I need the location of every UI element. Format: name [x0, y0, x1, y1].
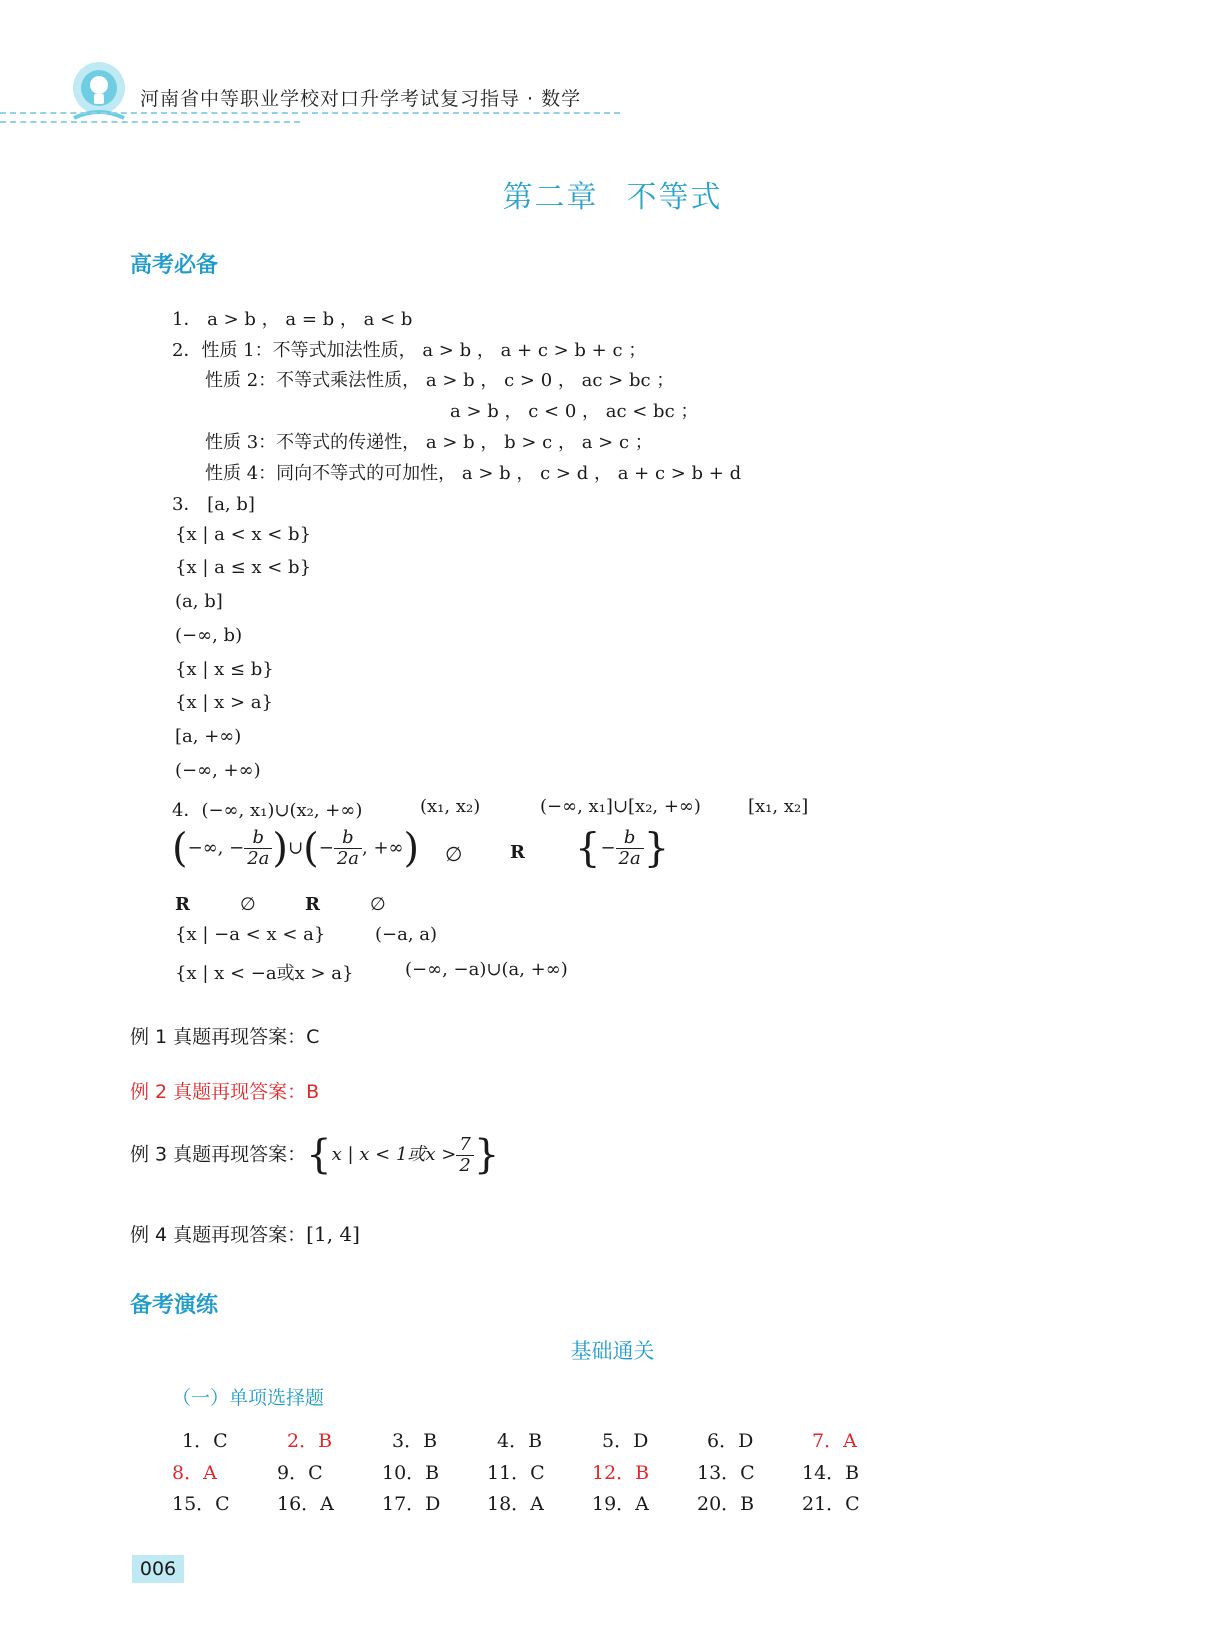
page-number: 006 — [132, 1555, 184, 1583]
answer-item: 21．C — [802, 1493, 860, 1515]
answer-item: 14．B — [802, 1462, 860, 1484]
answer-item: 6．D — [707, 1430, 754, 1452]
answer-item: 9．C — [277, 1462, 323, 1484]
item-4-c: (−∞, x₁]∪[x₂, +∞) — [540, 796, 701, 817]
answer-item: 18．A — [487, 1493, 544, 1515]
chapter-number: 第二章 — [502, 180, 599, 215]
frac-interval-union: (−∞, − $\frac{b}{2a}$ )∪(− $\frac{b}{2a}$ , +∞) — [172, 825, 420, 872]
subsection-basic: 基础通关 — [570, 1339, 655, 1363]
example-1-answer: 例 1 真题再现答案：C — [130, 1026, 320, 1048]
answer-item: 12．B — [592, 1462, 650, 1484]
header-title: 河南省中等职业学校对口升学考试复习指导 · 数学 — [140, 88, 582, 110]
lightbulb-logo-icon — [66, 58, 132, 124]
answer-item: 1．C — [182, 1430, 228, 1452]
property-2-case-2: a > b ， c < 0 ， ac < bc ； — [450, 401, 699, 422]
empty-set: ∅ — [240, 894, 256, 915]
example-3-answer: 例 3 真题再现答案：{x | x < 1或x > $\frac{7}{2}$ } — [130, 1132, 500, 1179]
abs-set: {x | −a < x < a} — [175, 924, 326, 945]
answer-item: 5．D — [602, 1430, 649, 1452]
chapter-title — [0, 172, 1225, 216]
answer-item: 11．C — [487, 1462, 545, 1484]
abs-interval: (−∞, −a)∪(a, +∞) — [405, 959, 568, 980]
single-choice-heading: （一）单项选择题 — [172, 1387, 325, 1409]
item-3: 3． [a, b] — [172, 494, 255, 515]
answer-item: 10．B — [382, 1462, 440, 1484]
abs-set: {x | x < −a或x > a} — [175, 963, 354, 984]
answer-item: 13．C — [697, 1462, 755, 1484]
interval-line: (−∞, +∞) — [175, 760, 261, 781]
answer-item: 17．D — [382, 1493, 441, 1515]
answer-row — [182, 1426, 917, 1453]
answer-item: 15．C — [172, 1493, 230, 1515]
header-divider-short — [0, 121, 300, 123]
item-4-d: [x₁, x₂] — [748, 796, 809, 817]
empty-set: ∅ — [370, 894, 386, 915]
property-4: 性质 4：同向不等式的可加性， a > b ， c > d ， a + c > b + d — [205, 463, 742, 484]
answer-row — [172, 1458, 907, 1485]
set-line: {x | a < x < b} — [175, 524, 312, 545]
real-set: R — [305, 894, 320, 915]
section-beikao-yanlian: 备考演练 — [130, 1293, 219, 1318]
interval-line: (a, b] — [175, 591, 223, 612]
header-divider — [0, 112, 620, 114]
abs-interval: (−a, a) — [375, 924, 438, 945]
answer-item: 8．A — [172, 1462, 217, 1484]
empty-set: ∅ — [445, 842, 463, 866]
answer-item: 20．B — [697, 1493, 755, 1515]
item-2-property-1: 2．性质 1：不等式加法性质， a > b ， a + c > b + c ； — [172, 340, 647, 361]
set-line: {x | x ≤ b} — [175, 659, 274, 680]
real-set: R — [175, 894, 190, 915]
item-4-b: (x₁, x₂) — [420, 796, 481, 817]
answer-item: 4．B — [497, 1430, 543, 1452]
answer-item: 16．A — [277, 1493, 334, 1515]
interval-line: [a, +∞) — [175, 726, 242, 747]
answer-row — [172, 1489, 907, 1516]
section-gaokao-bibei: 高考必备 — [130, 253, 219, 278]
real-set: R — [510, 842, 525, 863]
item-1: 1． a > b ， a = b ， a < b — [172, 309, 413, 330]
answer-item: 19．A — [592, 1493, 649, 1515]
example-4-answer: 例 4 真题再现答案：[1, 4] — [130, 1222, 360, 1246]
answer-item: 2．B — [287, 1430, 333, 1452]
property-3: 性质 3：不等式的传递性， a > b ， b > c ， a > c ； — [205, 432, 653, 453]
answer-item: 7．A — [812, 1430, 857, 1452]
set-line: {x | x > a} — [175, 692, 273, 713]
chapter-name: 不等式 — [626, 180, 723, 215]
frac-singleton-set: {− $\frac{b}{2a}$ } — [575, 825, 670, 872]
example-2-answer: 例 2 真题再现答案：B — [130, 1081, 320, 1103]
property-2: 性质 2：不等式乘法性质， a > b ， c > 0 ， ac > bc ； — [205, 370, 675, 391]
interval-line: (−∞, b) — [175, 625, 243, 646]
set-line: {x | a ≤ x < b} — [175, 557, 312, 578]
answer-item: 3．B — [392, 1430, 438, 1452]
item-4-a: 4．(−∞, x₁)∪(x₂, +∞) — [172, 800, 363, 821]
